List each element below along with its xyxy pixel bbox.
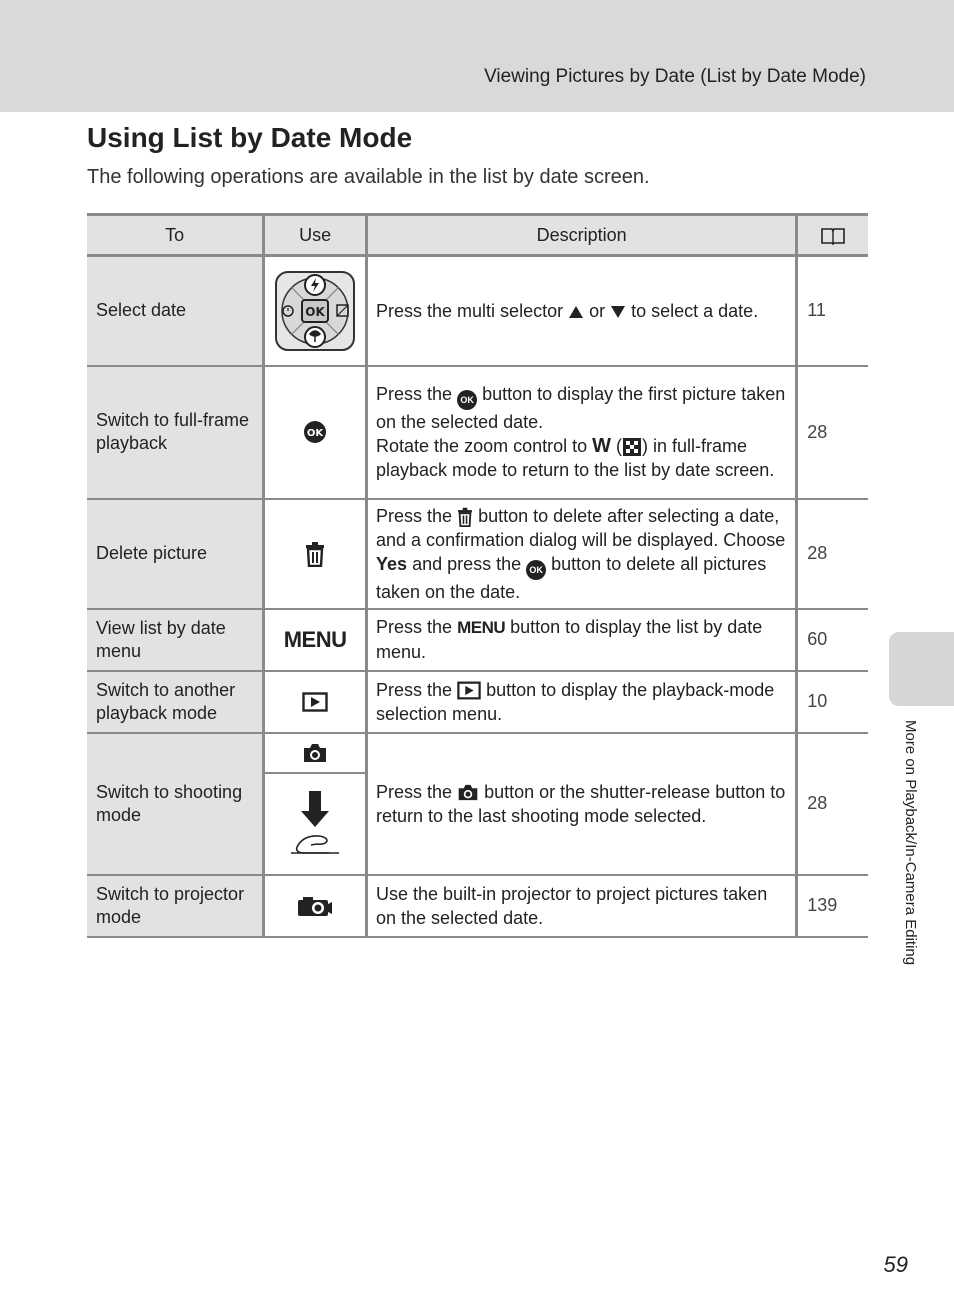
row-reference: 60 bbox=[797, 609, 868, 671]
row-to-label: Delete picture bbox=[87, 499, 264, 609]
table-row bbox=[87, 499, 868, 609]
row-use bbox=[264, 256, 367, 366]
row-reference: 139 bbox=[797, 875, 868, 937]
ok-button-icon bbox=[303, 420, 327, 444]
row-reference: 10 bbox=[797, 671, 868, 733]
row-to-label: Switch to full-frame playback bbox=[87, 366, 264, 499]
header-description: Description bbox=[367, 215, 797, 256]
row-description bbox=[367, 499, 797, 609]
row-to-label: Switch to another playback mode bbox=[87, 671, 264, 733]
desc-text: Use the built-in projector to project pictures taken on the selected date. bbox=[376, 883, 768, 928]
row-reference: 28 bbox=[797, 499, 868, 609]
row-use bbox=[264, 366, 367, 499]
desc-text: button to display the first picture taken on the selected date. bbox=[376, 384, 786, 432]
book-icon bbox=[820, 226, 846, 246]
table-header-row bbox=[87, 215, 868, 256]
running-head: Viewing Pictures by Date (List by Date Mode) bbox=[484, 66, 866, 87]
table-row bbox=[87, 875, 868, 937]
desc-text: to select a date. bbox=[626, 300, 759, 321]
desc-text: Rotate the zoom control to bbox=[376, 436, 593, 456]
zoom-w-label: W bbox=[592, 435, 612, 457]
up-arrow-icon bbox=[568, 305, 584, 319]
trash-icon bbox=[305, 541, 325, 567]
trash-icon bbox=[457, 507, 473, 527]
row-description bbox=[367, 875, 797, 937]
row-description bbox=[367, 366, 797, 499]
operations-table bbox=[87, 213, 868, 938]
side-tab bbox=[889, 632, 954, 706]
camera-icon bbox=[302, 742, 328, 764]
desc-text: Press the bbox=[376, 617, 458, 637]
desc-text: Press the bbox=[376, 384, 458, 404]
desc-text: Press the bbox=[376, 781, 458, 802]
row-use bbox=[264, 671, 367, 733]
desc-text: Press the bbox=[376, 679, 458, 700]
menu-icon: MENU bbox=[457, 618, 506, 637]
desc-text: Press the bbox=[376, 505, 458, 526]
intro-text: The following operations are available in the list by date screen. bbox=[87, 166, 650, 188]
row-description bbox=[367, 256, 797, 366]
ok-button-icon: OK bbox=[457, 390, 477, 410]
down-arrow-icon bbox=[610, 305, 626, 319]
table-row bbox=[87, 671, 868, 733]
row-reference: 28 bbox=[797, 733, 868, 875]
table-row bbox=[87, 366, 868, 499]
row-use bbox=[264, 609, 367, 671]
desc-text: or bbox=[584, 300, 611, 321]
row-reference: 28 bbox=[797, 366, 868, 499]
row-use bbox=[264, 499, 367, 609]
header-to: To bbox=[87, 215, 264, 256]
table-row bbox=[87, 733, 868, 773]
desc-text: and press the bbox=[407, 553, 527, 574]
desc-text: ) in full-frame playback mode to return to the list by date screen. bbox=[376, 436, 775, 480]
row-to-label: Switch to projector mode bbox=[87, 875, 264, 937]
row-to-label: Select date bbox=[87, 256, 264, 366]
desc-text: button to delete all pictures taken on the date. bbox=[376, 553, 767, 602]
playback-icon bbox=[302, 692, 328, 712]
row-to-label: Switch to shooting mode bbox=[87, 733, 264, 875]
camera-icon bbox=[457, 783, 479, 802]
page-number: 59 bbox=[883, 1252, 908, 1277]
row-to-label: View list by date menu bbox=[87, 609, 264, 671]
table-row bbox=[87, 256, 868, 366]
side-tab-label: More on Playback/In-Camera Editing bbox=[902, 720, 919, 966]
menu-icon: MENU bbox=[283, 626, 347, 652]
desc-text: button to delete after selecting a date, and a confirmation dialog will be displayed. Choose bbox=[376, 505, 786, 550]
row-description bbox=[367, 733, 797, 875]
svg-text:OK: OK bbox=[306, 428, 324, 439]
desc-text: button or the shutter-release button to return to the last shooting mode selected. bbox=[376, 781, 786, 826]
row-description bbox=[367, 609, 797, 671]
desc-text: ( bbox=[611, 436, 623, 456]
desc-text: button to display the list by date menu. bbox=[376, 617, 763, 662]
ok-button-icon: OK bbox=[526, 560, 546, 580]
row-description bbox=[367, 671, 797, 733]
yes-option-label: Yes bbox=[376, 553, 408, 574]
header-band bbox=[0, 0, 954, 112]
playback-icon bbox=[457, 681, 481, 700]
projector-icon bbox=[297, 894, 333, 918]
table-row bbox=[87, 609, 868, 671]
shutter-press-icon bbox=[285, 789, 345, 859]
page-title: Using List by Date Mode bbox=[87, 122, 413, 153]
desc-text: button to display the playback-mode selection menu. bbox=[376, 679, 775, 724]
row-use bbox=[264, 875, 367, 937]
thumbnail-grid-icon bbox=[622, 437, 642, 457]
row-reference: 11 bbox=[797, 256, 868, 366]
header-use: Use bbox=[264, 215, 367, 256]
row-use bbox=[264, 773, 367, 875]
desc-text: Press the multi selector bbox=[376, 300, 569, 321]
multi-selector-icon bbox=[274, 270, 356, 352]
row-use bbox=[264, 733, 367, 773]
svg-text:OK: OK bbox=[305, 304, 325, 319]
header-reference bbox=[797, 215, 868, 256]
